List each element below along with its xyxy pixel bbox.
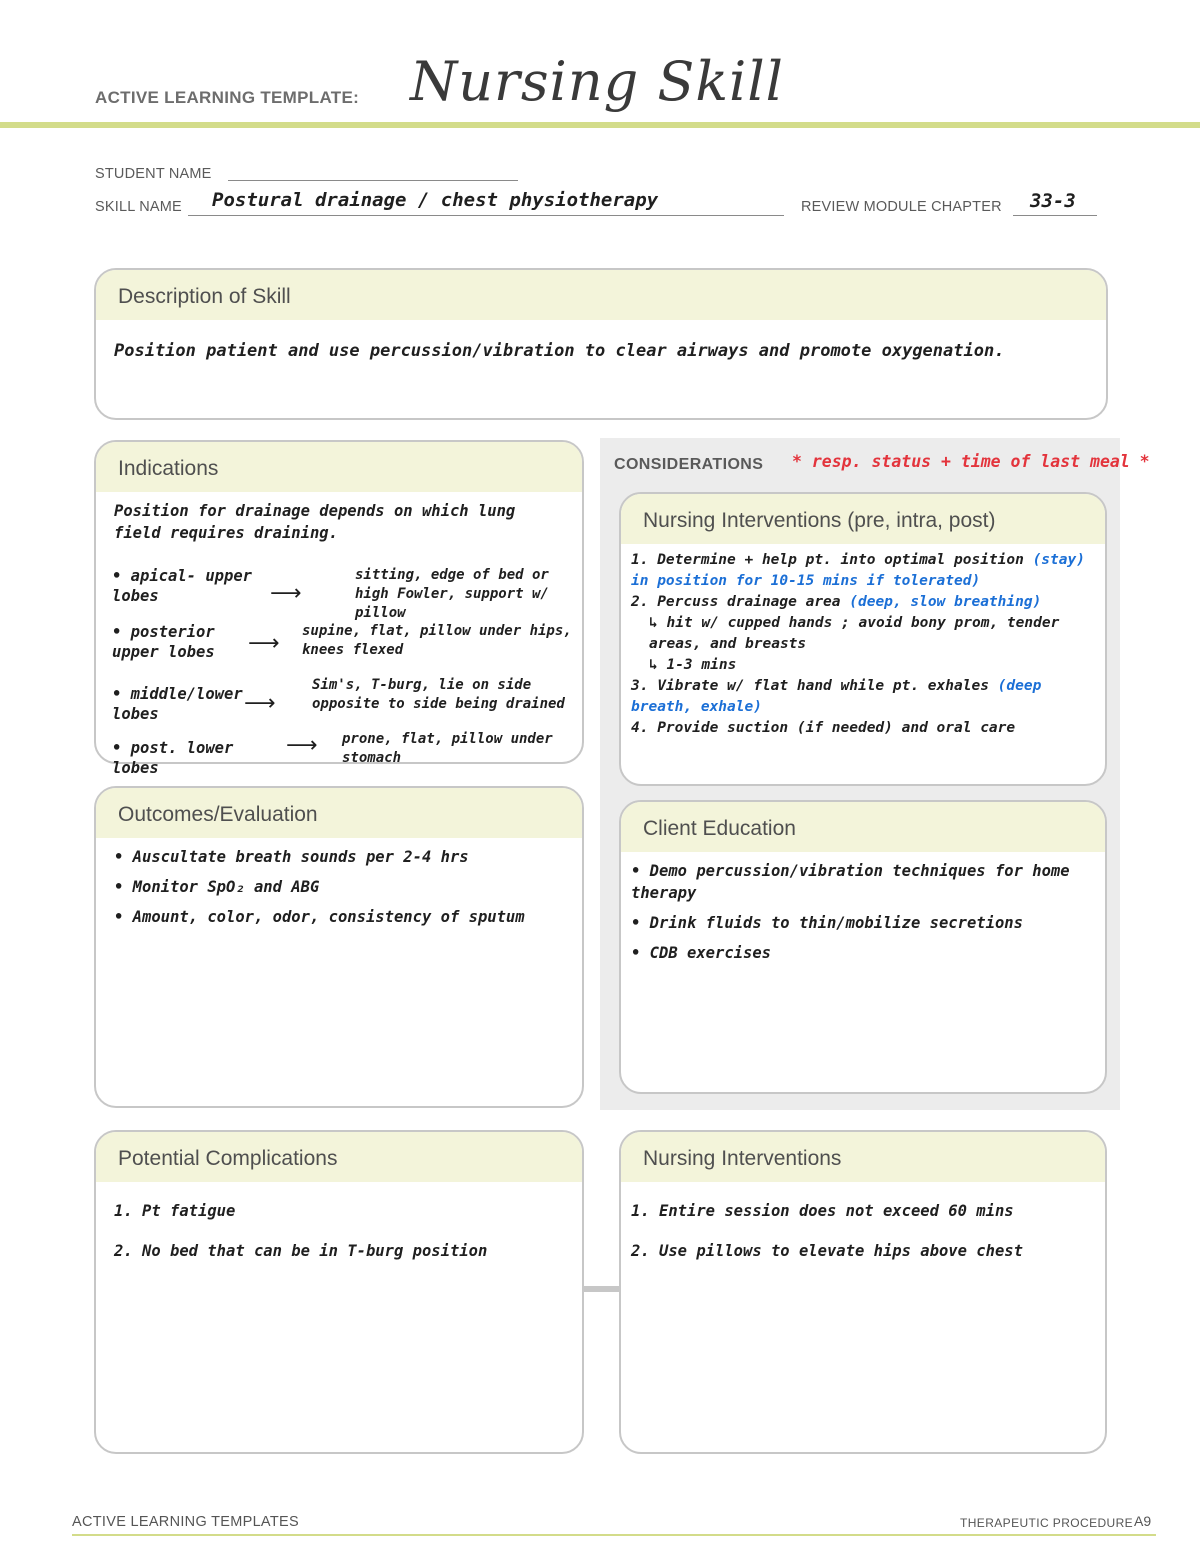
- page-number: A9: [1134, 1513, 1152, 1529]
- indications-heading: Indications: [96, 442, 582, 492]
- indication-position: Sim's, T-burg, lie on side opposite to side being drained: [312, 677, 565, 712]
- nursing-interventions-pip-heading: Nursing Interventions (pre, intra, post): [621, 494, 1105, 544]
- student-name-label: STUDENT NAME: [95, 166, 212, 182]
- indication-position: prone, flat, pillow under stomach: [342, 731, 553, 766]
- complications-heading: Potential Complications: [96, 1132, 582, 1182]
- arrow-icon: ⟶: [270, 580, 302, 605]
- nursing-interventions-box: [619, 1130, 1107, 1454]
- indication-lobe: • post. lower lobes: [112, 739, 234, 777]
- skill-name-value: Postural drainage / chest physiotherapy: [212, 189, 659, 211]
- client-education-heading: Client Education: [621, 802, 1105, 852]
- indication-lobe: • posterior upper lobes: [112, 623, 215, 661]
- description-heading: Description of Skill: [96, 270, 1106, 320]
- list-item: • CDB exercises: [631, 944, 771, 962]
- indication-position: supine, flat, pillow under hips, knees flexed: [302, 623, 572, 658]
- list-item: 1. Determine + help pt. into optimal position (stay) in position for 10-15 mins if tolerated): [631, 552, 1085, 589]
- complications-box: [94, 1130, 584, 1454]
- list-item: 2. No bed that can be in T-burg position: [114, 1242, 488, 1260]
- skill-name-label: SKILL NAME: [95, 199, 182, 215]
- page-title: Nursing Skill: [410, 50, 784, 113]
- connector-line: [584, 1286, 620, 1292]
- footer-left: ACTIVE LEARNING TEMPLATES: [72, 1514, 299, 1530]
- footer-divider: [72, 1534, 1156, 1536]
- description-box: [94, 268, 1108, 420]
- template-label: ACTIVE LEARNING TEMPLATE:: [95, 88, 360, 107]
- indication-lobe: • middle/lower lobes: [112, 685, 243, 723]
- arrow-icon: ⟶: [248, 630, 280, 655]
- list-item: • Demo percussion/vibration techniques for home therapy: [631, 862, 1070, 902]
- indication-lobe: • apical- upper lobes: [112, 567, 252, 605]
- list-item: 4. Provide suction (if needed) and oral care: [631, 720, 1016, 736]
- list-item: 1. Entire session does not exceed 60 mins: [631, 1202, 1014, 1220]
- client-education-box: [619, 800, 1107, 1094]
- footer-right: THERAPEUTIC PROCEDURE: [960, 1516, 1134, 1530]
- considerations-heading: CONSIDERATIONS: [614, 456, 764, 473]
- list-item: • Drink fluids to thin/mobilize secretions: [631, 914, 1023, 932]
- list-item: ↳ 1-3 mins: [649, 657, 737, 673]
- description-text: Position patient and use percussion/vibration to clear airways and promote oxygenation.: [114, 341, 1005, 361]
- chapter-label: REVIEW MODULE CHAPTER: [801, 199, 1002, 215]
- nursing-interventions-pip-box: [619, 492, 1107, 786]
- chapter-field[interactable]: [1013, 215, 1097, 216]
- arrow-icon: ⟶: [286, 732, 318, 757]
- list-item: 3. Vibrate w/ flat hand while pt. exhales (deep breath, exhale): [631, 678, 1042, 715]
- nursing-interventions-heading: Nursing Interventions: [621, 1132, 1105, 1182]
- list-item: ↳ hit w/ cupped hands ; avoid bony prom, tender areas, and breasts: [649, 615, 1060, 652]
- skill-name-field[interactable]: [188, 215, 784, 216]
- list-item: 2. Use pillows to elevate hips above chest: [631, 1242, 1023, 1260]
- outcomes-heading: Outcomes/Evaluation: [96, 788, 582, 838]
- indication-position: sitting, edge of bed or high Fowler, support w/ pillow: [355, 567, 549, 621]
- list-item: 1. Pt fatigue: [114, 1202, 236, 1220]
- outcomes-box: [94, 786, 584, 1108]
- indications-intro: Position for drainage depends on which lung field requires draining.: [114, 502, 516, 542]
- list-item: • Auscultate breath sounds per 2-4 hrs: [114, 848, 469, 866]
- list-item: • Monitor SpO₂ and ABG: [114, 878, 320, 896]
- list-item: • Amount, color, odor, consistency of sputum: [114, 908, 525, 926]
- considerations-note: * resp. status + time of last meal *: [792, 452, 1150, 471]
- arrow-icon: ⟶: [244, 690, 276, 715]
- chapter-value: 33-3: [1030, 190, 1076, 212]
- header-divider: [0, 122, 1200, 128]
- list-item: 2. Percuss drainage area (deep, slow breathing): [631, 594, 1042, 610]
- student-name-field[interactable]: [228, 180, 518, 181]
